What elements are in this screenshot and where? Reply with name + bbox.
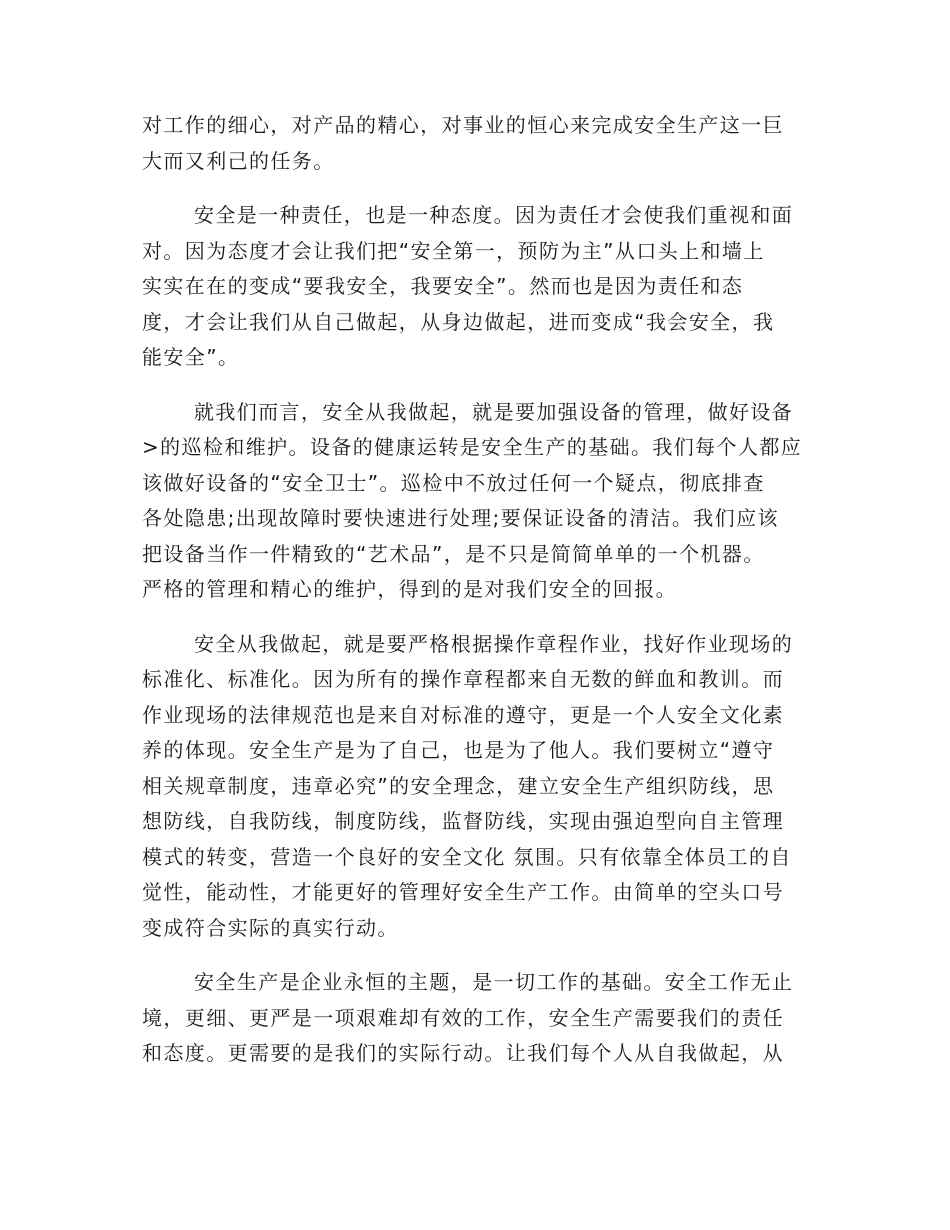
- paragraph-3-line-3: 该做好设备的“安全卫士”。巡检中不放过任何一个疑点，彻底排查: [142, 470, 765, 495]
- paragraph-5-line-3: 和态度。更需要的是我们的实际行动。让我们每个人从自我做起，从: [142, 1041, 784, 1065]
- paragraph-4-line-7: 模式的转变，营造一个良好的安全文化 氛围。只有依靠全体员工的自: [142, 844, 792, 869]
- paragraph-2-line-4: 度，才会让我们从自己做起，从身边做起，进而变成“我会安全，我: [142, 309, 775, 334]
- paragraph-4-line-3: 作业现场的法律规范也是来自对标准的遵守，更是一个人安全文化素: [142, 702, 784, 727]
- document-body: [142, 108, 812, 1091]
- paragraph-2: [142, 198, 812, 376]
- paragraph-3-line-2: >的巡检和维护。设备的健康运转是安全生产的基础。我们每个人都应: [142, 435, 803, 459]
- paragraph-3-line-5: 把设备当作一件精致的“艺术品”，是不只是简简单单的一个机器。: [142, 541, 765, 566]
- paragraph-5-line-1: 安全生产是企业永恒的主题，是一切工作的基础。安全工作无止: [194, 970, 794, 994]
- paragraph-4-line-5: 相关规章制度，违章必究”的安全理念，建立安全生产组织防线，思: [142, 773, 775, 798]
- paragraph-5: [142, 965, 812, 1072]
- paragraph-4-line-9: 变成符合实际的真实行动。: [142, 915, 399, 940]
- paragraph-4-line-4: 养的体现。安全生产是为了自己，也是为了他人。我们要树立“遵守: [142, 738, 775, 762]
- paragraph-3-line-1: 就我们而言，安全从我做起，就是要加强设备的管理，做好设备: [194, 399, 794, 424]
- paragraph-5-line-2: 境，更细、更严是一项艰难却有效的工作，安全生产需要我们的责任: [142, 1005, 784, 1030]
- paragraph-4-line-6: 想防线，自我防线，制度防线，监督防线，实现由强迫型向自主管理: [142, 809, 784, 833]
- paragraph-3: [142, 395, 812, 608]
- paragraph-2-line-1: 安全是一种责任，也是一种态度。因为责任才会使我们重视和面: [194, 203, 794, 227]
- paragraph-3-line-6: 严格的管理和精心的维护，得到的是对我们安全的回报。: [142, 577, 677, 601]
- paragraph-1-line-1: 对工作的细心，对产品的精心，对事业的恒心来完成安全生产这一巨: [142, 113, 784, 137]
- paragraph-4-line-1: 安全从我做起，就是要严格根据操作章程作业，找好作业现场的: [194, 631, 794, 656]
- paragraph-2-line-5: 能安全”。: [142, 345, 240, 369]
- paragraph-1: [142, 108, 812, 179]
- paragraph-2-line-3: 实实在在的变成“要我安全，我要安全”。然而也是因为责任和态: [142, 274, 744, 298]
- paragraph-4: [142, 627, 812, 947]
- paragraph-3-line-4: 各处隐患;出现故障时要快速进行处理;要保证设备的清洁。我们应该: [142, 506, 779, 530]
- paragraph-4-line-2: 标准化、标准化。因为所有的操作章程都来自无数的鲜血和教训。而: [142, 667, 784, 691]
- paragraph-4-line-8: 觉性，能动性，才能更好的管理好安全生产工作。由简单的空头口号: [142, 880, 784, 904]
- paragraph-2-line-2: 对。因为态度才会让我们把“安全第一，预防为主”从口头上和墙上: [142, 238, 765, 263]
- paragraph-1-line-2: 大而又利己的任务。: [142, 148, 335, 173]
